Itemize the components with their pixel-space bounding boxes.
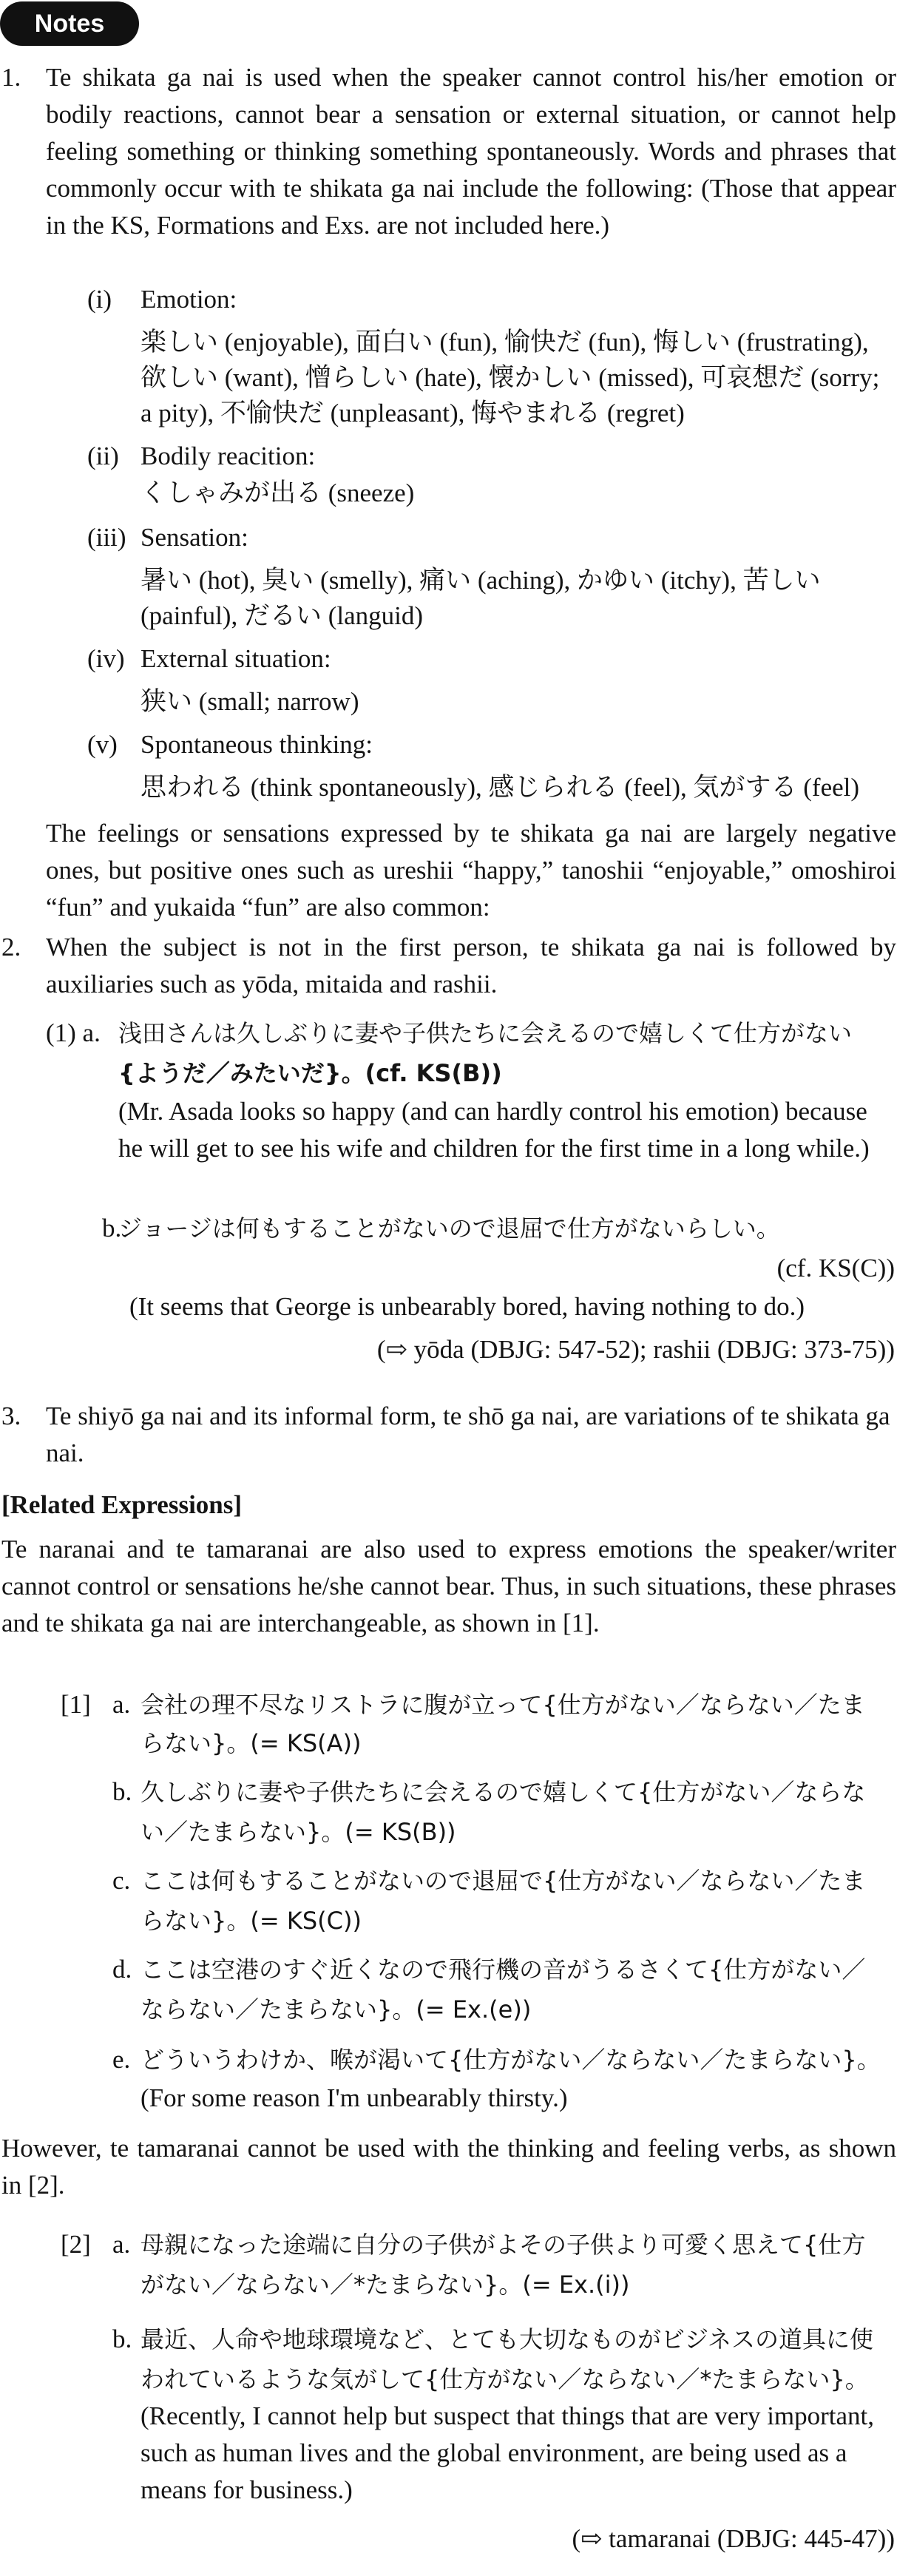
category-1-line-2: 欲しい (want), 憎らしい (hate), 懐かしい (missed), 可哀想だ (sorry; [141, 363, 880, 392]
related-example-2b-translation: (Recently, I cannot help but suspect that things that are very important, such as human lives and the global environment, are being used as a means for business.) [141, 2401, 875, 2504]
related-example-2b-label: b. [112, 2325, 132, 2353]
note-3-number: 3. [1, 1402, 21, 1430]
category-4-line-1: 狭い (small; narrow) [141, 687, 359, 716]
example-1b-translation: (It seems that George is unbearably bored, having nothing to do.) [129, 1292, 805, 1321]
category-1-label: (i) [87, 285, 112, 314]
category-4-title: External situation: [141, 644, 331, 673]
example-1a-line-1: 浅田さんは久しぶりに妻や子供たちに会えるので嬉しくて仕方がない [118, 1019, 853, 1047]
category-1-line-3: a pity), 不愉快だ (unpleasant), 悔やまれる (regret) [141, 399, 685, 427]
related-contrast: However, te tamaranai cannot be used with the thinking and feeling verbs, as shown in [2]. [1, 2134, 896, 2200]
note-1-outro: The feelings or sensations expressed by te shikata ga nai are largely negative ones, but positive ones such as ureshii “happy,” tanoshii “enjoyable,” omoshiroi “fun” and yukaida “fun” are also common: [46, 819, 896, 922]
category-4-label: (iv) [87, 644, 125, 673]
related-example-1c-label: c. [112, 1866, 131, 1895]
related-example-1d-line-1: ここは空港のすぐ近くなので飛行機の音がうるさくて{仕方がない／ [141, 1955, 866, 1984]
related-example-1b-line-1: 久しぶりに妻や子供たちに会えるので嬉しくて{仕方がない／ならな [141, 1778, 866, 1806]
related-example-2a-label: a. [112, 2230, 131, 2259]
related-example-1b-label: b. [112, 1777, 132, 1806]
note-3-text: Te shiyō ga nai and its informal form, te shō ga nai, are variations of te shikata ga nai. [46, 1402, 890, 1467]
related-example-1e-line-1: どういうわけか、喉が渇いて{仕方がない／ならない／たまらない}。 [141, 2046, 881, 2074]
note-2-number: 2. [1, 933, 21, 961]
related-example-1c-line-2: らない}。(= KS(C)) [141, 1907, 362, 1935]
category-3-line-2: (painful), だるい (languid) [141, 601, 423, 630]
related-example-1a-label: a. [112, 1690, 131, 1719]
example-1b-label: b. [102, 1214, 122, 1243]
related-example-1d-line-2: ならない／たまらない}。(= Ex.(e)) [141, 1995, 532, 2024]
category-3-label: (iii) [87, 523, 126, 552]
related-example-1b-line-2: い／たまらない}。(= KS(B)) [141, 1818, 456, 1846]
notes-badge: Notes [0, 1, 139, 46]
category-5-title: Spontaneous thinking: [141, 730, 373, 759]
category-2-title: Bodily reacition: [141, 442, 316, 470]
category-5-line-1: 思われる (think spontaneously), 感じられる (feel), 気がする (feel) [141, 773, 860, 802]
example-1b-ref: (cf. KS(C)) [776, 1254, 895, 1282]
category-2-line-1: くしゃみが出る (sneeze) [141, 479, 415, 507]
related-expressions-heading: [Related Expressions] [1, 1490, 243, 1519]
note-2-cross-reference: (⇨ yōda (DBJG: 547-52); rashii (DBJG: 373-75)) [376, 1335, 895, 1364]
related-example-1a-line-2: らない}。(= KS(A)) [141, 1729, 362, 1757]
related-example-1e-translation: (For some reason I'm unbearably thirsty.) [141, 2083, 568, 2112]
category-1-line-1: 楽しい (enjoyable), 面白い (fun), 愉快だ (fun), 悔しい (frustrating), [141, 328, 869, 356]
example-1a-translation: (Mr. Asada looks so happy (and can hardly control his emotion) because he will get to see his wife and children for the first time in a long while.) [118, 1097, 870, 1163]
example-1-label: (1) a. [46, 1018, 101, 1047]
related-intro: Te naranai and te tamaranai are also used to express emotions the speaker/writer cannot control or sensations he/she cannot bear. Thus, in such situations, these phrases and te shikata ga nai are interchangeable, as shown in [1]. [1, 1535, 896, 1637]
note-2-text: When the subject is not in the first person, te shikata ga nai is followed by auxiliaries such as yōda, mitaida and rashii. [46, 933, 896, 998]
related-example-2a-line-2: がない／ならない／*たまらない}。(= Ex.(i)) [141, 2271, 630, 2299]
related-example-2b-line-2: われているような気がして{仕方がない／ならない／*たまらない}。 [141, 2365, 869, 2393]
related-example-1a-line-1: 会社の理不尽なリストラに腹が立って{仕方がない／ならない／たま [141, 1691, 865, 1719]
example-1b-line-1: ジョージは何もすることがないので退屈で仕方がないらしい。 [118, 1214, 780, 1243]
related-example-1-label: [1] [61, 1690, 91, 1719]
related-example-1c-line-1: ここは何もすることがないので退屈で{仕方がない／ならない／たま [141, 1867, 866, 1895]
related-example-2-label: [2] [61, 2230, 91, 2259]
category-3-title: Sensation: [141, 523, 248, 552]
category-5-label: (v) [87, 730, 118, 759]
related-example-2a-line-1: 母親になった途端に自分の子供がよその子供より可愛く思えて{仕方 [141, 2231, 866, 2259]
category-2-label: (ii) [87, 442, 119, 470]
note-1-intro: Te shikata ga nai is used when the speaker cannot control his/her emotion or bodily reactions, cannot bear a sensation or external situation, or cannot help feeling something or thinking something spontaneously. Words and phrases that commonly occur with te shikata ga nai include the following: (Those that appear in the KS, Formations and Exs. are not included here.) [46, 63, 896, 240]
category-1-title: Emotion: [141, 285, 237, 314]
related-cross-reference: (⇨ tamaranai (DBJG: 445-47)) [572, 2524, 895, 2553]
related-example-1d-label: d. [112, 1955, 132, 1984]
note-1-number: 1. [1, 63, 21, 92]
category-3-line-1: 暑い (hot), 臭い (smelly), 痛い (aching), かゆい (itchy), 苦しい [141, 566, 821, 595]
related-example-2b-line-1: 最近、人命や地球環境など、とても大切なものがビジネスの道具に使 [141, 2325, 874, 2353]
related-example-1e-label: e. [112, 2045, 131, 2074]
example-1a-line-2: {ようだ／みたいだ}。(cf. KS(B)) [118, 1059, 502, 1087]
